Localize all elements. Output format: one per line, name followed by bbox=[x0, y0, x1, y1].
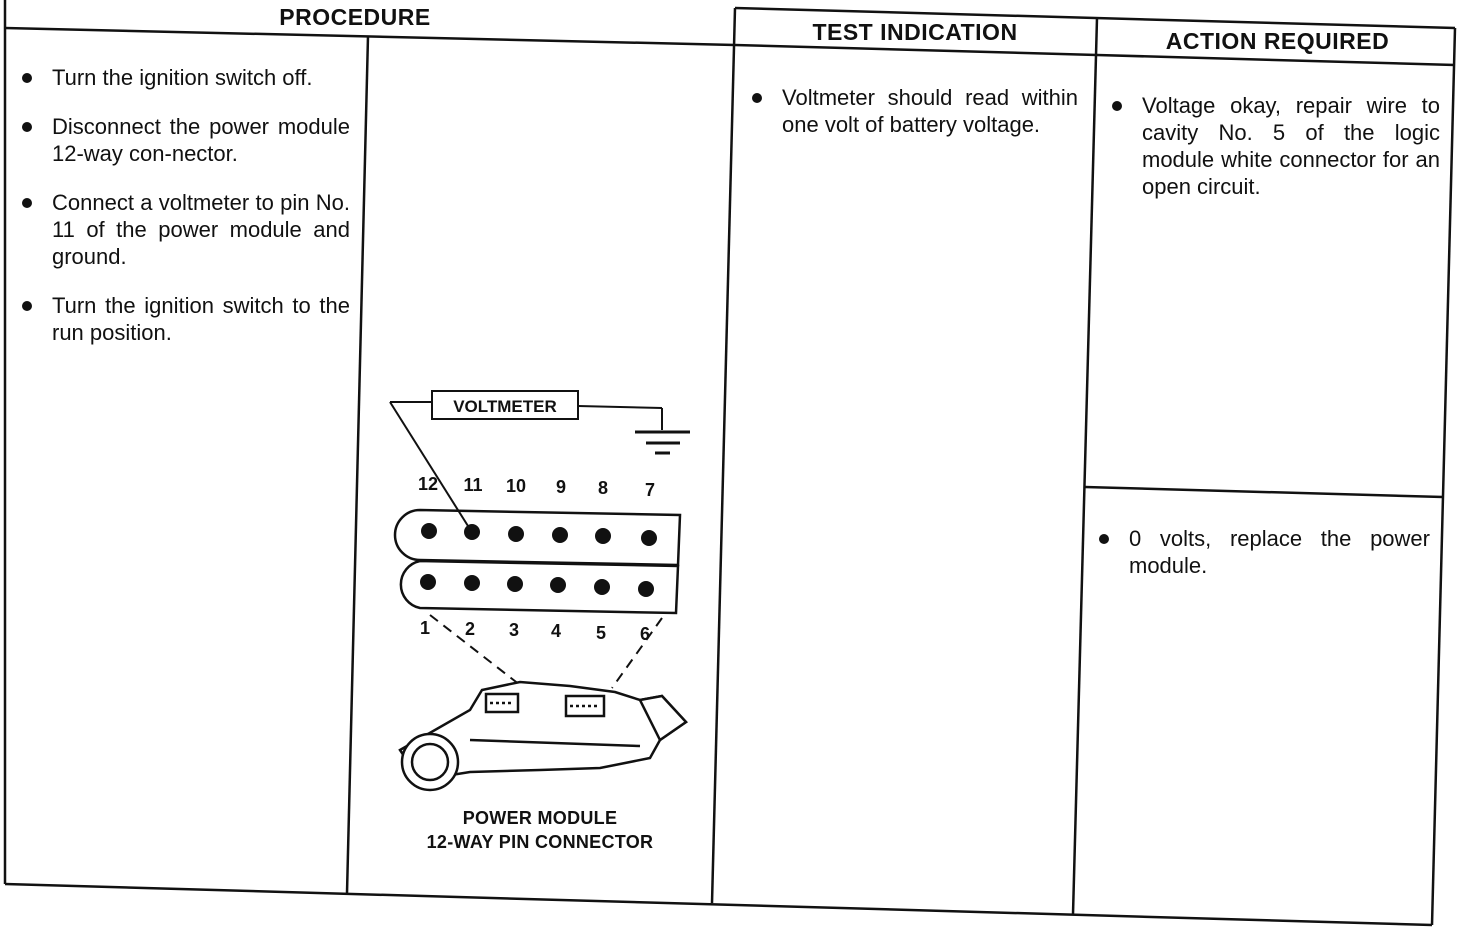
pin-11 bbox=[464, 524, 480, 540]
pin-label-1: 1 bbox=[419, 618, 431, 638]
action-item bbox=[1108, 92, 1440, 200]
power-module-diagram bbox=[380, 380, 710, 870]
bullet-icon bbox=[752, 93, 762, 103]
action-item bbox=[1095, 525, 1430, 579]
procedure-step-text: Turn the ignition switch to the run position. bbox=[52, 293, 350, 345]
header-test-indication: TEST INDICATION bbox=[812, 19, 1018, 45]
caption-line-1: POWER MODULE bbox=[462, 808, 618, 828]
pin-label-10: 10 bbox=[505, 476, 527, 496]
connector-bottom-row bbox=[401, 561, 678, 613]
pin-label-4: 4 bbox=[550, 621, 562, 641]
bullet-icon bbox=[22, 301, 32, 311]
pin-7 bbox=[641, 530, 657, 546]
caption-line-2: 12-WAY PIN CONNECTOR bbox=[426, 832, 654, 852]
bullet-icon bbox=[1099, 534, 1109, 544]
pin-12 bbox=[421, 523, 437, 539]
pin-10 bbox=[508, 526, 524, 542]
pin-label-12: 12 bbox=[417, 474, 439, 494]
pin-1 bbox=[420, 574, 436, 590]
bullet-icon bbox=[22, 122, 32, 132]
procedure-steps bbox=[18, 64, 350, 368]
bullet-icon bbox=[22, 198, 32, 208]
action-top-text: Voltage okay, repair wire to cavity No. 5 of the logic module white connector for an open circuit. bbox=[1142, 93, 1440, 199]
test-indication-list bbox=[748, 84, 1078, 160]
pin-label-7: 7 bbox=[644, 480, 656, 500]
pin-2 bbox=[464, 575, 480, 591]
pin-label-2: 2 bbox=[464, 619, 476, 639]
procedure-step bbox=[18, 113, 350, 167]
bullet-icon bbox=[1112, 101, 1122, 111]
pin-label-9: 9 bbox=[555, 477, 567, 497]
pin-9 bbox=[552, 527, 568, 543]
procedure-step-text: Disconnect the power module 12-way con-nector. bbox=[52, 114, 350, 166]
pin-6 bbox=[638, 581, 654, 597]
procedure-step bbox=[18, 189, 350, 270]
pin-label-5: 5 bbox=[595, 623, 607, 643]
diagram-caption bbox=[385, 806, 695, 854]
action-top bbox=[1108, 92, 1440, 222]
procedure-step bbox=[18, 292, 350, 346]
pin-label-6: 6 bbox=[639, 624, 651, 644]
ground-icon bbox=[635, 432, 690, 453]
pin-label-3: 3 bbox=[508, 620, 520, 640]
bullet-icon bbox=[22, 73, 32, 83]
action-bottom bbox=[1095, 525, 1430, 601]
procedure-step-text: Connect a voltmeter to pin No. 11 of the power module and ground. bbox=[52, 190, 350, 269]
header-procedure: PROCEDURE bbox=[279, 4, 431, 30]
pin-8 bbox=[595, 528, 611, 544]
pin-label-11: 11 bbox=[463, 475, 483, 495]
voltmeter-label: VOLTMETER bbox=[453, 397, 557, 416]
procedure-step-text: Turn the ignition switch off. bbox=[52, 65, 313, 90]
pin-label-8: 8 bbox=[597, 478, 609, 498]
header-action-required: ACTION REQUIRED bbox=[1165, 28, 1390, 54]
procedure-step bbox=[18, 64, 350, 91]
pin-3 bbox=[507, 576, 523, 592]
connector-top-row bbox=[395, 510, 680, 565]
test-indication-item bbox=[748, 84, 1078, 138]
pin-4 bbox=[550, 577, 566, 593]
pin-5 bbox=[594, 579, 610, 595]
power-module-icon bbox=[400, 682, 686, 790]
test-indication-text: Voltmeter should read within one volt of battery voltage. bbox=[782, 85, 1078, 137]
action-bottom-text: 0 volts, replace the power module. bbox=[1129, 526, 1430, 578]
